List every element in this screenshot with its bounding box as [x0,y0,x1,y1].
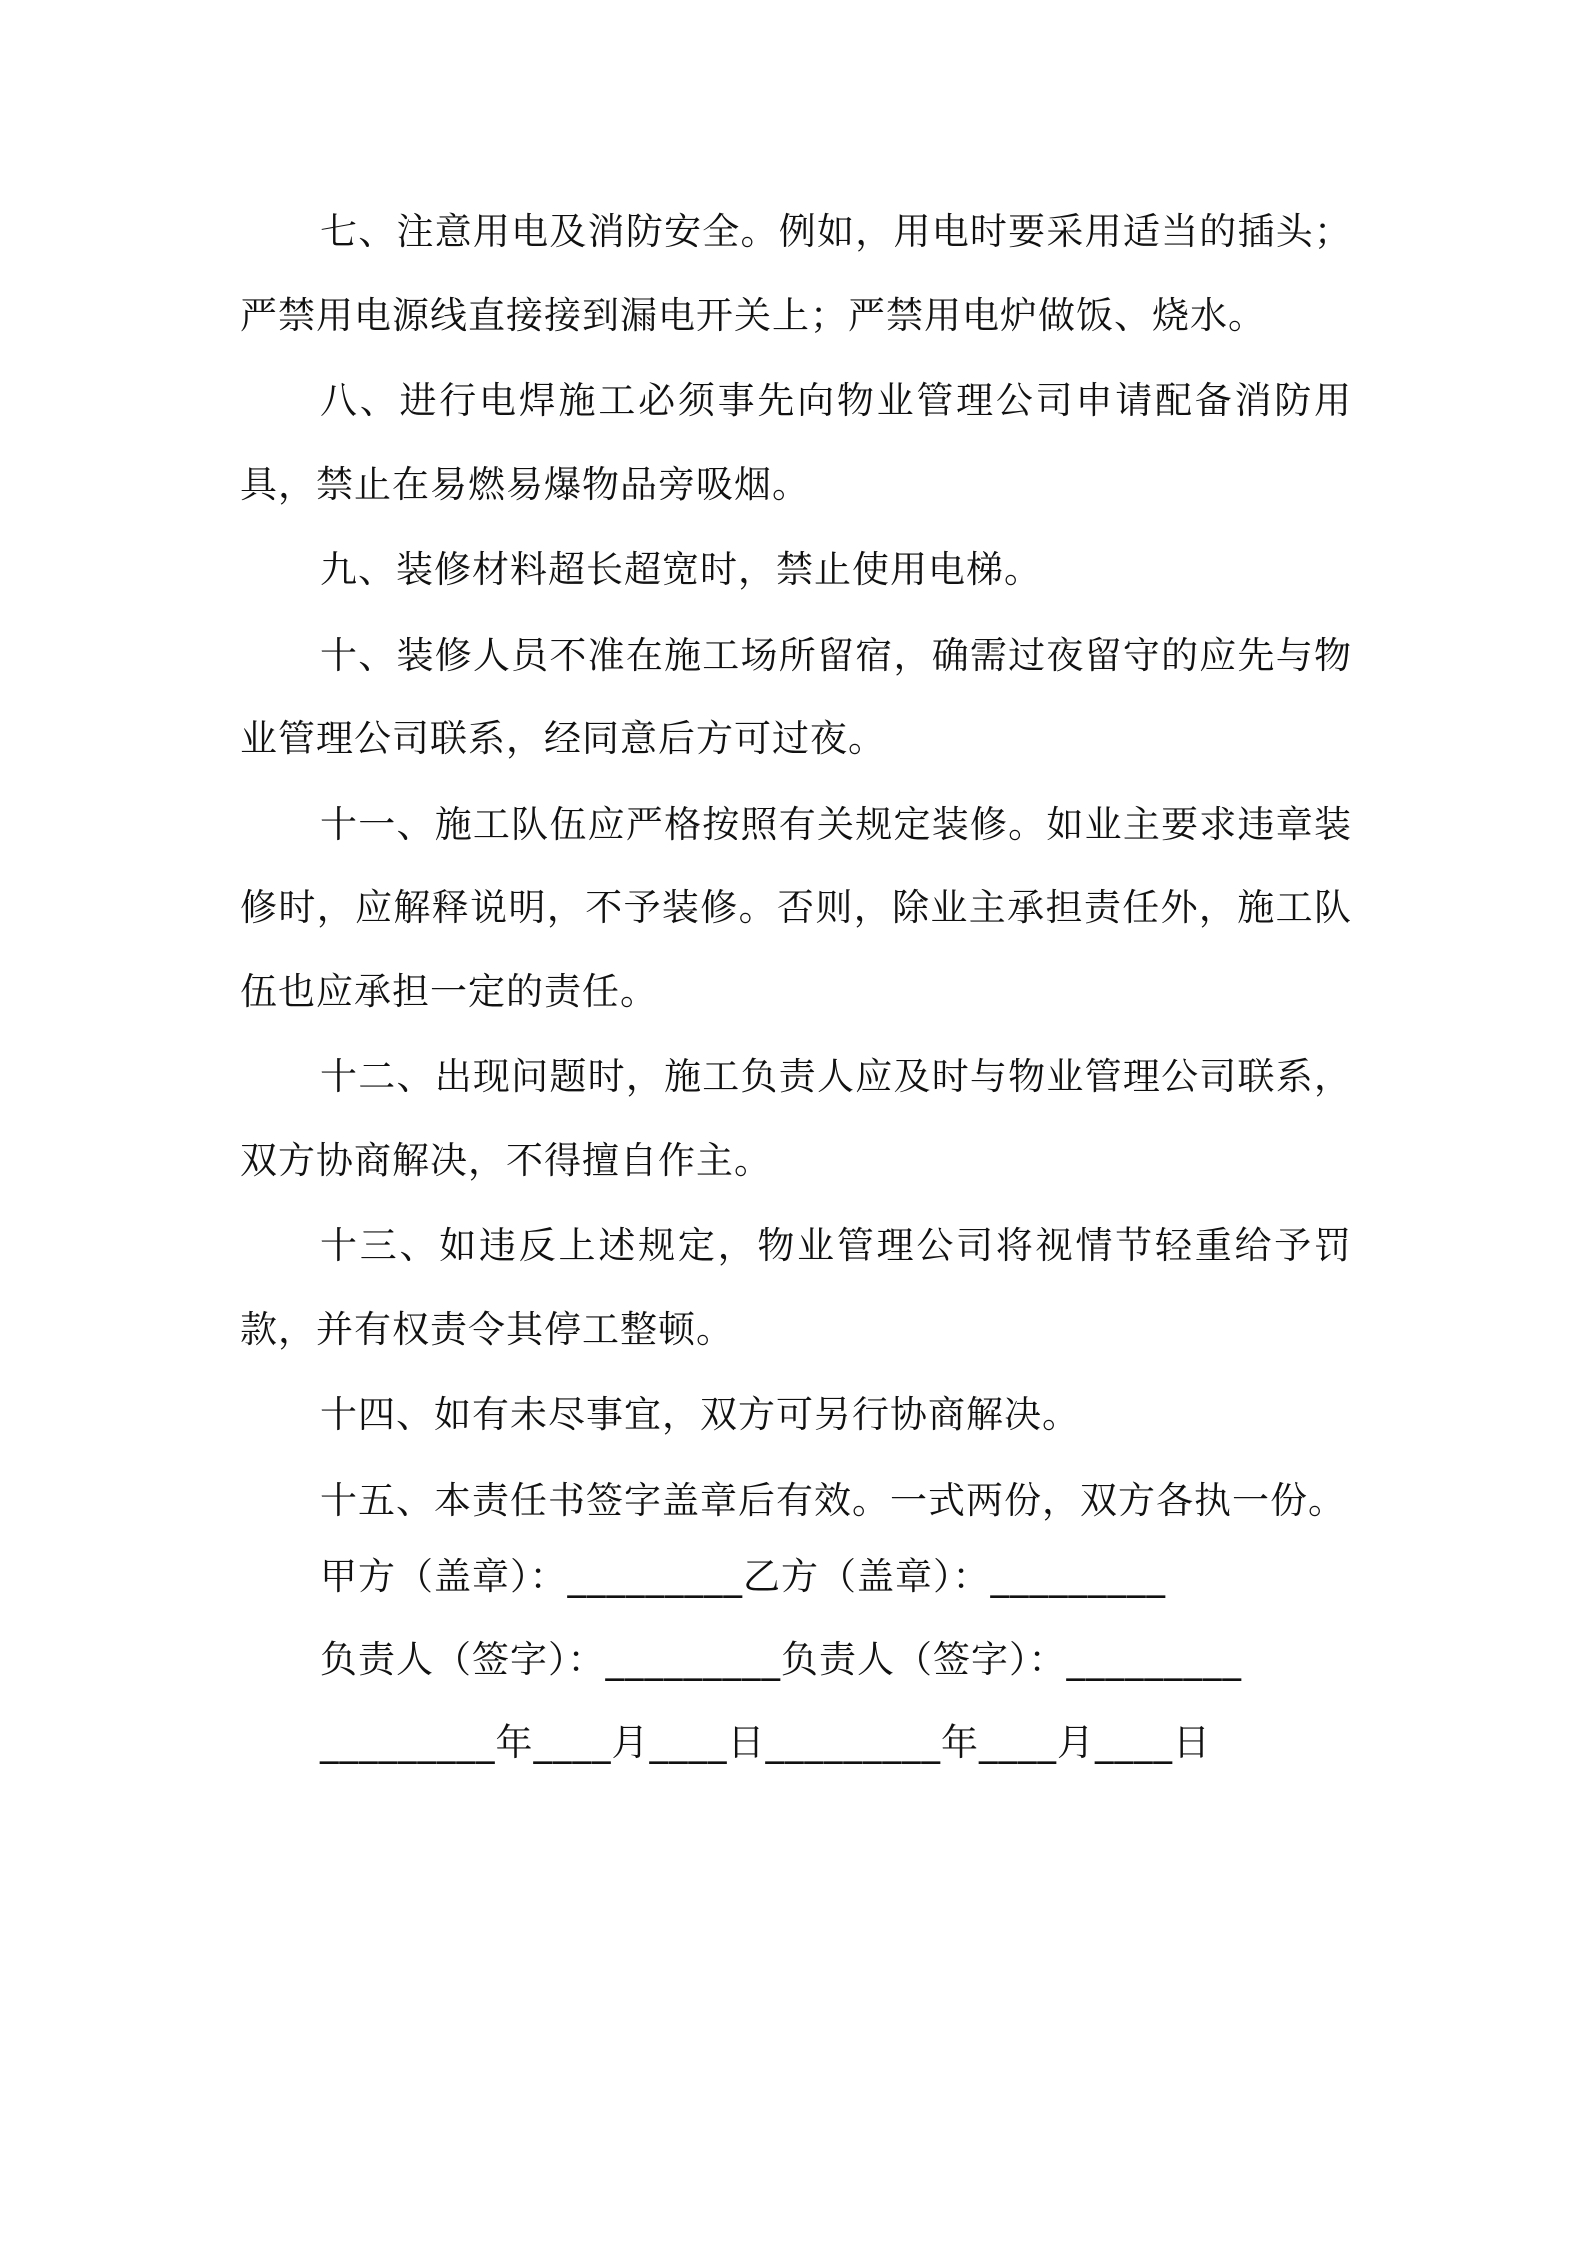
responsible-person-signature-line: 负责人（签字）：_________负责人（签字）：_________ [320,1638,1242,1681]
party-seal-line: 甲方（盖章）：_________乙方（盖章）：_________ [320,1555,1166,1598]
document-body [240,190,1352,1544]
date-line: _________年____月____日_________年____月____日 [320,1721,1211,1764]
clause-9: 九、装修材料超长超宽时，禁止使用电梯。 [320,548,1042,591]
clause-7: 七、注意用电及消防安全。例如，用电时要采用适当的插头；严禁用电源线直接接到漏电开关上；严禁用电炉做饭、烧水。 [240,210,1352,337]
clause-13: 十三、如违反上述规定，物业管理公司将视情节轻重给予罚款，并有权责令其停工整顿。 [240,1224,1352,1351]
clause-8: 八、进行电焊施工必须事先向物业管理公司申请配备消防用具，禁止在易燃易爆物品旁吸烟。 [240,379,1352,506]
clause-12: 十二、出现问题时，施工负责人应及时与物业管理公司联系，双方协商解决，不得擅自作主。 [240,1055,1352,1182]
clause-14: 十四、如有未尽事宜，双方可另行协商解决。 [320,1393,1080,1436]
clause-11: 十一、施工队伍应严格按照有关规定装修。如业主要求违章装修时，应解释说明，不予装修。否则，除业主承担责任外，施工队伍也应承担一定的责任。 [240,802,1352,1013]
signature-block [320,1535,1360,1784]
clause-15: 十五、本责任书签字盖章后有效。一式两份，双方各执一份。 [320,1478,1346,1522]
clause-10: 十、装修人员不准在施工场所留宿，确需过夜留守的应先与物业管理公司联系，经同意后方可过夜。 [240,633,1352,760]
